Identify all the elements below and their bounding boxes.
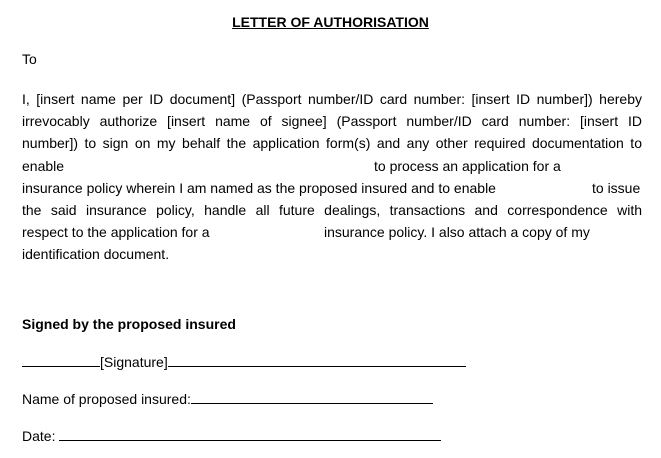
date-label: Date: bbox=[22, 428, 56, 444]
letter-title-text: LETTER OF AUTHORISATION bbox=[232, 14, 429, 30]
body-line: identification document. bbox=[22, 246, 170, 263]
body-line-segment: respect to the application for a bbox=[22, 224, 210, 241]
body-line-segment: to issue bbox=[592, 179, 641, 196]
body-line bbox=[22, 177, 642, 199]
name-blank[interactable] bbox=[191, 389, 433, 404]
body-line: the said insurance policy, handle all future dealings, transactions and correspondence with bbox=[22, 201, 642, 218]
signature-heading: Signed by the proposed insured bbox=[22, 316, 236, 332]
salutation: To bbox=[22, 51, 37, 67]
body-line-segment: insurance policy. I also attach a copy of my bbox=[324, 224, 590, 241]
signature-label: [Signature] bbox=[100, 354, 168, 370]
signature-blank-right[interactable] bbox=[168, 352, 466, 367]
body-line bbox=[22, 221, 642, 243]
body-line: I, [insert name per ID document] (Passport number/ID card number: [insert ID number]) hereby bbox=[22, 91, 642, 107]
letter-title bbox=[0, 14, 661, 30]
body-line-segment: to process an application for a bbox=[374, 157, 561, 174]
body-line: irrevocably authorize [insert name of signee] (Passport number/ID card number: [insert ID bbox=[22, 113, 642, 130]
letter-body bbox=[22, 88, 642, 266]
date-blank[interactable] bbox=[59, 426, 441, 441]
body-line-segment: enable bbox=[22, 157, 65, 174]
name-line bbox=[22, 389, 433, 407]
body-line bbox=[22, 155, 642, 177]
date-line bbox=[22, 426, 441, 444]
body-line-segment: insurance policy wherein I am named as the proposed insured and to enable bbox=[22, 179, 496, 196]
signature-line bbox=[22, 352, 466, 370]
signature-blank-left[interactable] bbox=[22, 352, 100, 367]
name-label: Name of proposed insured: bbox=[22, 391, 191, 407]
body-line: number]) to sign on my behalf the application form(s) and any other required documentation to bbox=[22, 135, 642, 152]
